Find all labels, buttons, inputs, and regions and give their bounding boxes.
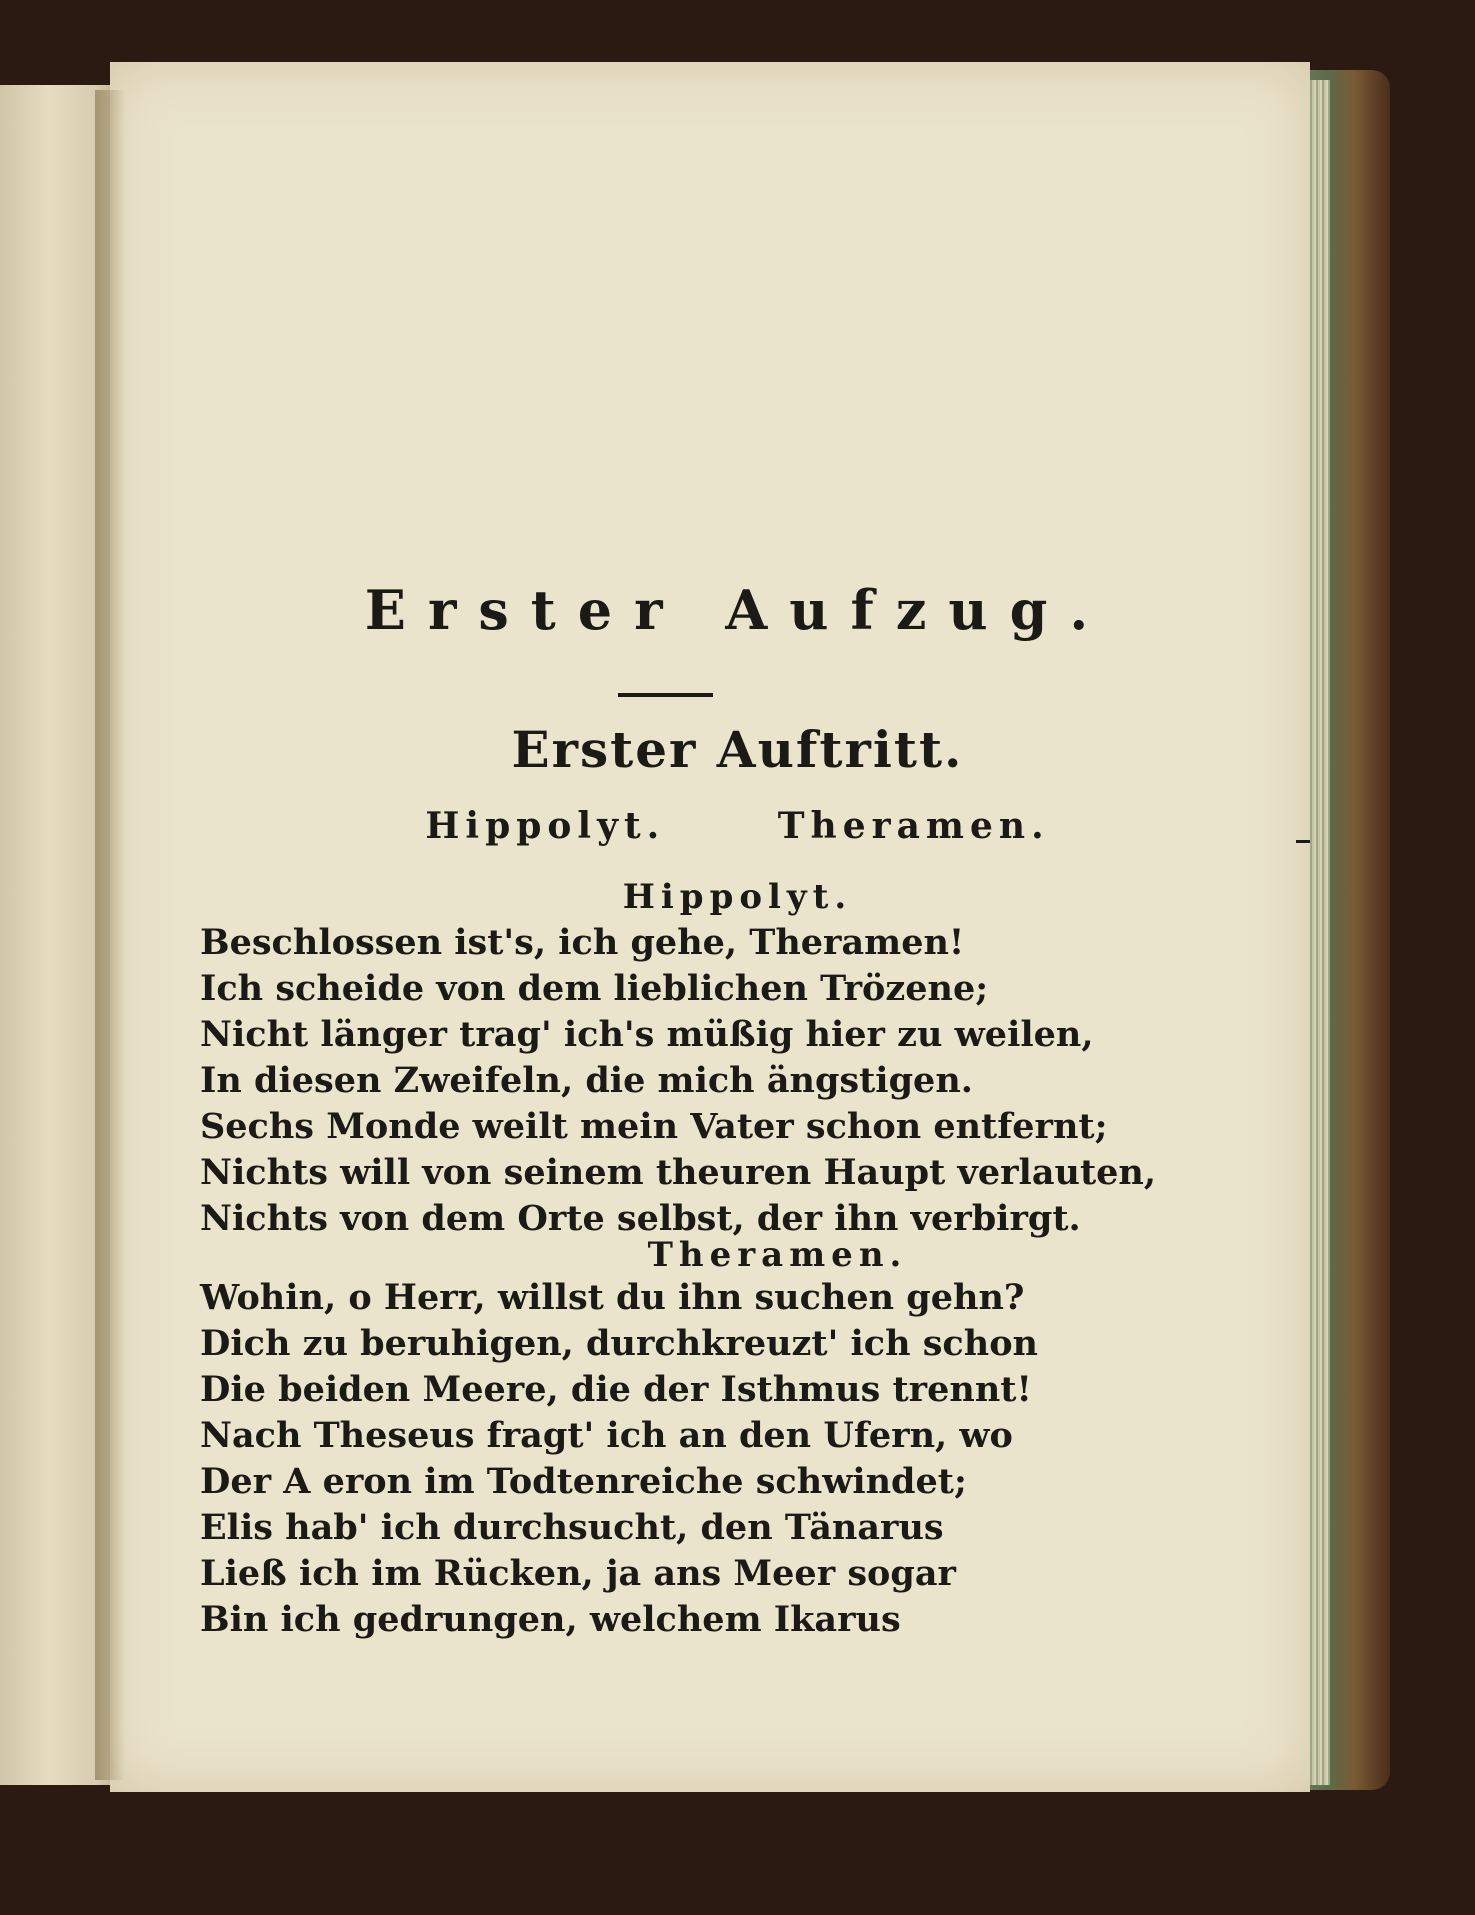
dramatis-personae bbox=[0, 805, 1475, 847]
verse-line: Nichts von dem Orte selbst, der ihn verbirgt. bbox=[200, 1198, 1081, 1239]
scene-title: Erster Auftritt. bbox=[511, 720, 964, 779]
verse-line: Die beiden Meere, die der Isthmus trennt! bbox=[200, 1369, 1032, 1410]
book-gutter bbox=[95, 90, 125, 1780]
verse-line: Elis hab' ich durchsucht, den Tänarus bbox=[200, 1507, 944, 1548]
speaker-label: Theramen. bbox=[647, 1235, 908, 1275]
verse-line: Beschlossen ist's, ich gehe, Theramen! bbox=[200, 922, 965, 963]
act-title: Erster Aufzug. bbox=[364, 578, 1111, 642]
verse-line: Nach Theseus fragt' ich an den Ufern, wo bbox=[200, 1415, 1013, 1456]
verse-line: Ließ ich im Rücken, ja ans Meer sogar bbox=[200, 1553, 956, 1594]
verse-line: Wohin, o Herr, willst du ihn suchen gehn? bbox=[200, 1277, 1025, 1318]
verse-block bbox=[200, 920, 1157, 1242]
speaker-label: Hippolyt. bbox=[622, 877, 853, 917]
verse-block bbox=[200, 1275, 1100, 1643]
verse-line: Der A eron im Todtenreiche schwindet; bbox=[200, 1461, 967, 1502]
person-name: Hippolyt. bbox=[425, 805, 666, 847]
verse-line: Bin ich gedrungen, welchem Ikarus bbox=[200, 1599, 901, 1640]
verse-line: Sechs Monde weilt mein Vater schon entfernt; bbox=[200, 1106, 1108, 1147]
verse-line: Nichts will von seinem theuren Haupt verlauten, bbox=[200, 1152, 1157, 1193]
verse-line: Nicht länger trag' ich's müßig hier zu weilen, bbox=[200, 1014, 1094, 1055]
title-rule bbox=[618, 693, 713, 697]
verse-line: Dich zu beruhigen, durchkreuzt' ich schon bbox=[200, 1323, 1038, 1364]
person-name: Theramen. bbox=[777, 805, 1050, 847]
verse-line: In diesen Zweifeln, die mich ängstigen. bbox=[200, 1060, 973, 1101]
verse-line: Ich scheide von dem lieblichen Trözene; bbox=[200, 968, 989, 1009]
